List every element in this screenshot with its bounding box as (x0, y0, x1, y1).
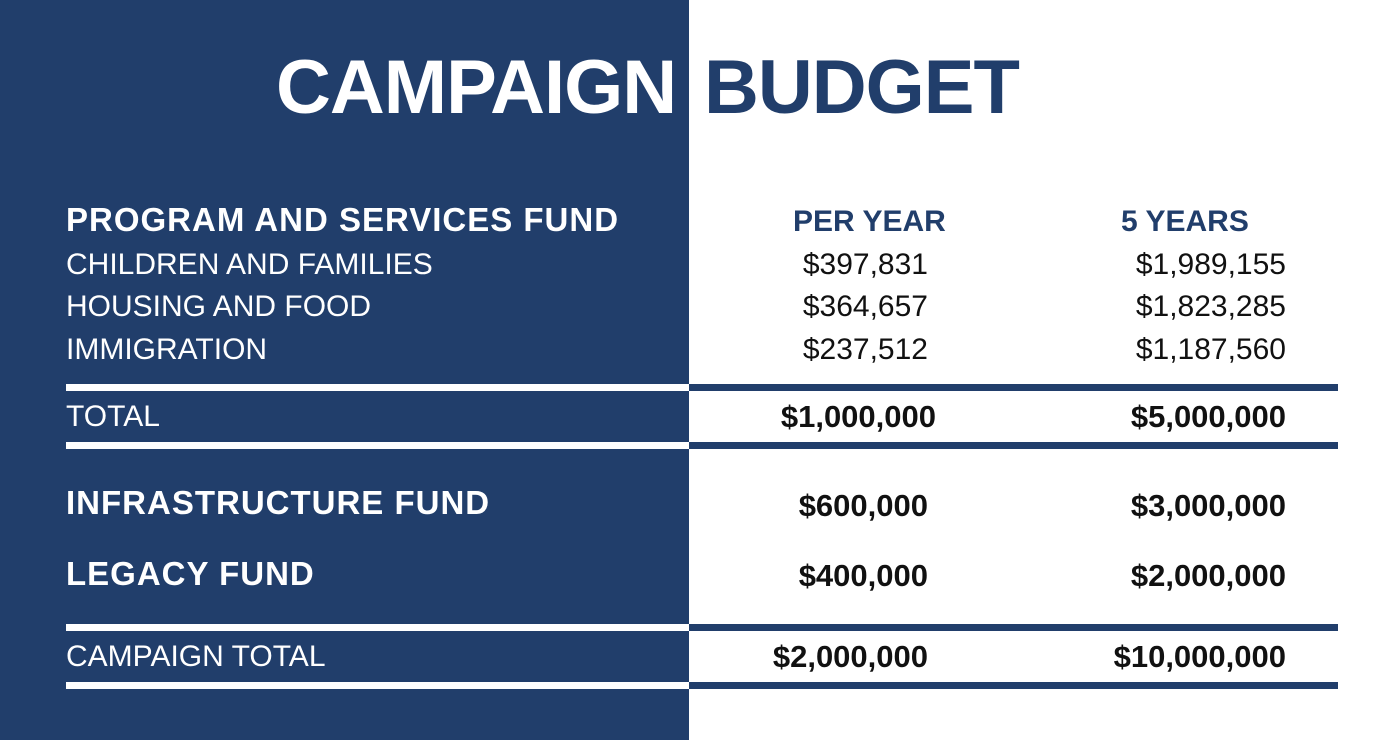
row-per-year-children: $397,831 (802, 248, 928, 281)
title-campaign: CAMPAIGN (276, 45, 677, 130)
row-label-housing: HOUSING AND FOOD (66, 290, 372, 323)
total-label: TOTAL (66, 400, 160, 433)
campaign-total-five-years: $10,000,000 (1113, 639, 1286, 674)
row-label-children: CHILDREN AND FAMILIES (66, 248, 433, 281)
row-per-year-housing: $364,657 (802, 290, 928, 323)
divider-right (689, 384, 1338, 391)
campaign-total-per-year: $2,000,000 (772, 639, 928, 674)
row-five-years-children: $1,989,155 (1135, 248, 1286, 281)
five-years-header: 5 YEARS (1121, 205, 1249, 238)
infrastructure-five-years: $3,000,000 (1130, 488, 1286, 523)
total-five-years: $5,000,000 (1130, 399, 1286, 434)
row-five-years-immigration: $1,187,560 (1135, 333, 1286, 366)
total-per-year: $1,000,000 (780, 399, 936, 434)
divider-right (689, 682, 1338, 689)
legacy-five-years: $2,000,000 (1130, 558, 1286, 593)
row-five-years-housing: $1,823,285 (1135, 290, 1286, 323)
divider-left (66, 384, 689, 391)
legacy-per-year: $400,000 (798, 558, 928, 593)
campaign-total-label: CAMPAIGN TOTAL (66, 640, 326, 673)
divider-right (689, 442, 1338, 449)
legacy-fund-label: LEGACY FUND (66, 555, 315, 592)
program-fund-heading: PROGRAM AND SERVICES FUND (66, 201, 620, 238)
row-label-immigration: IMMIGRATION (66, 333, 268, 366)
title-budget: BUDGET (704, 45, 1019, 130)
per-year-header: PER YEAR (793, 205, 946, 238)
infrastructure-fund-label: INFRASTRUCTURE FUND (66, 484, 491, 521)
divider-left (66, 624, 689, 631)
infrastructure-per-year: $600,000 (798, 488, 928, 523)
divider-right (689, 624, 1338, 631)
divider-left (66, 682, 689, 689)
row-per-year-immigration: $237,512 (802, 333, 928, 366)
divider-left (66, 442, 689, 449)
